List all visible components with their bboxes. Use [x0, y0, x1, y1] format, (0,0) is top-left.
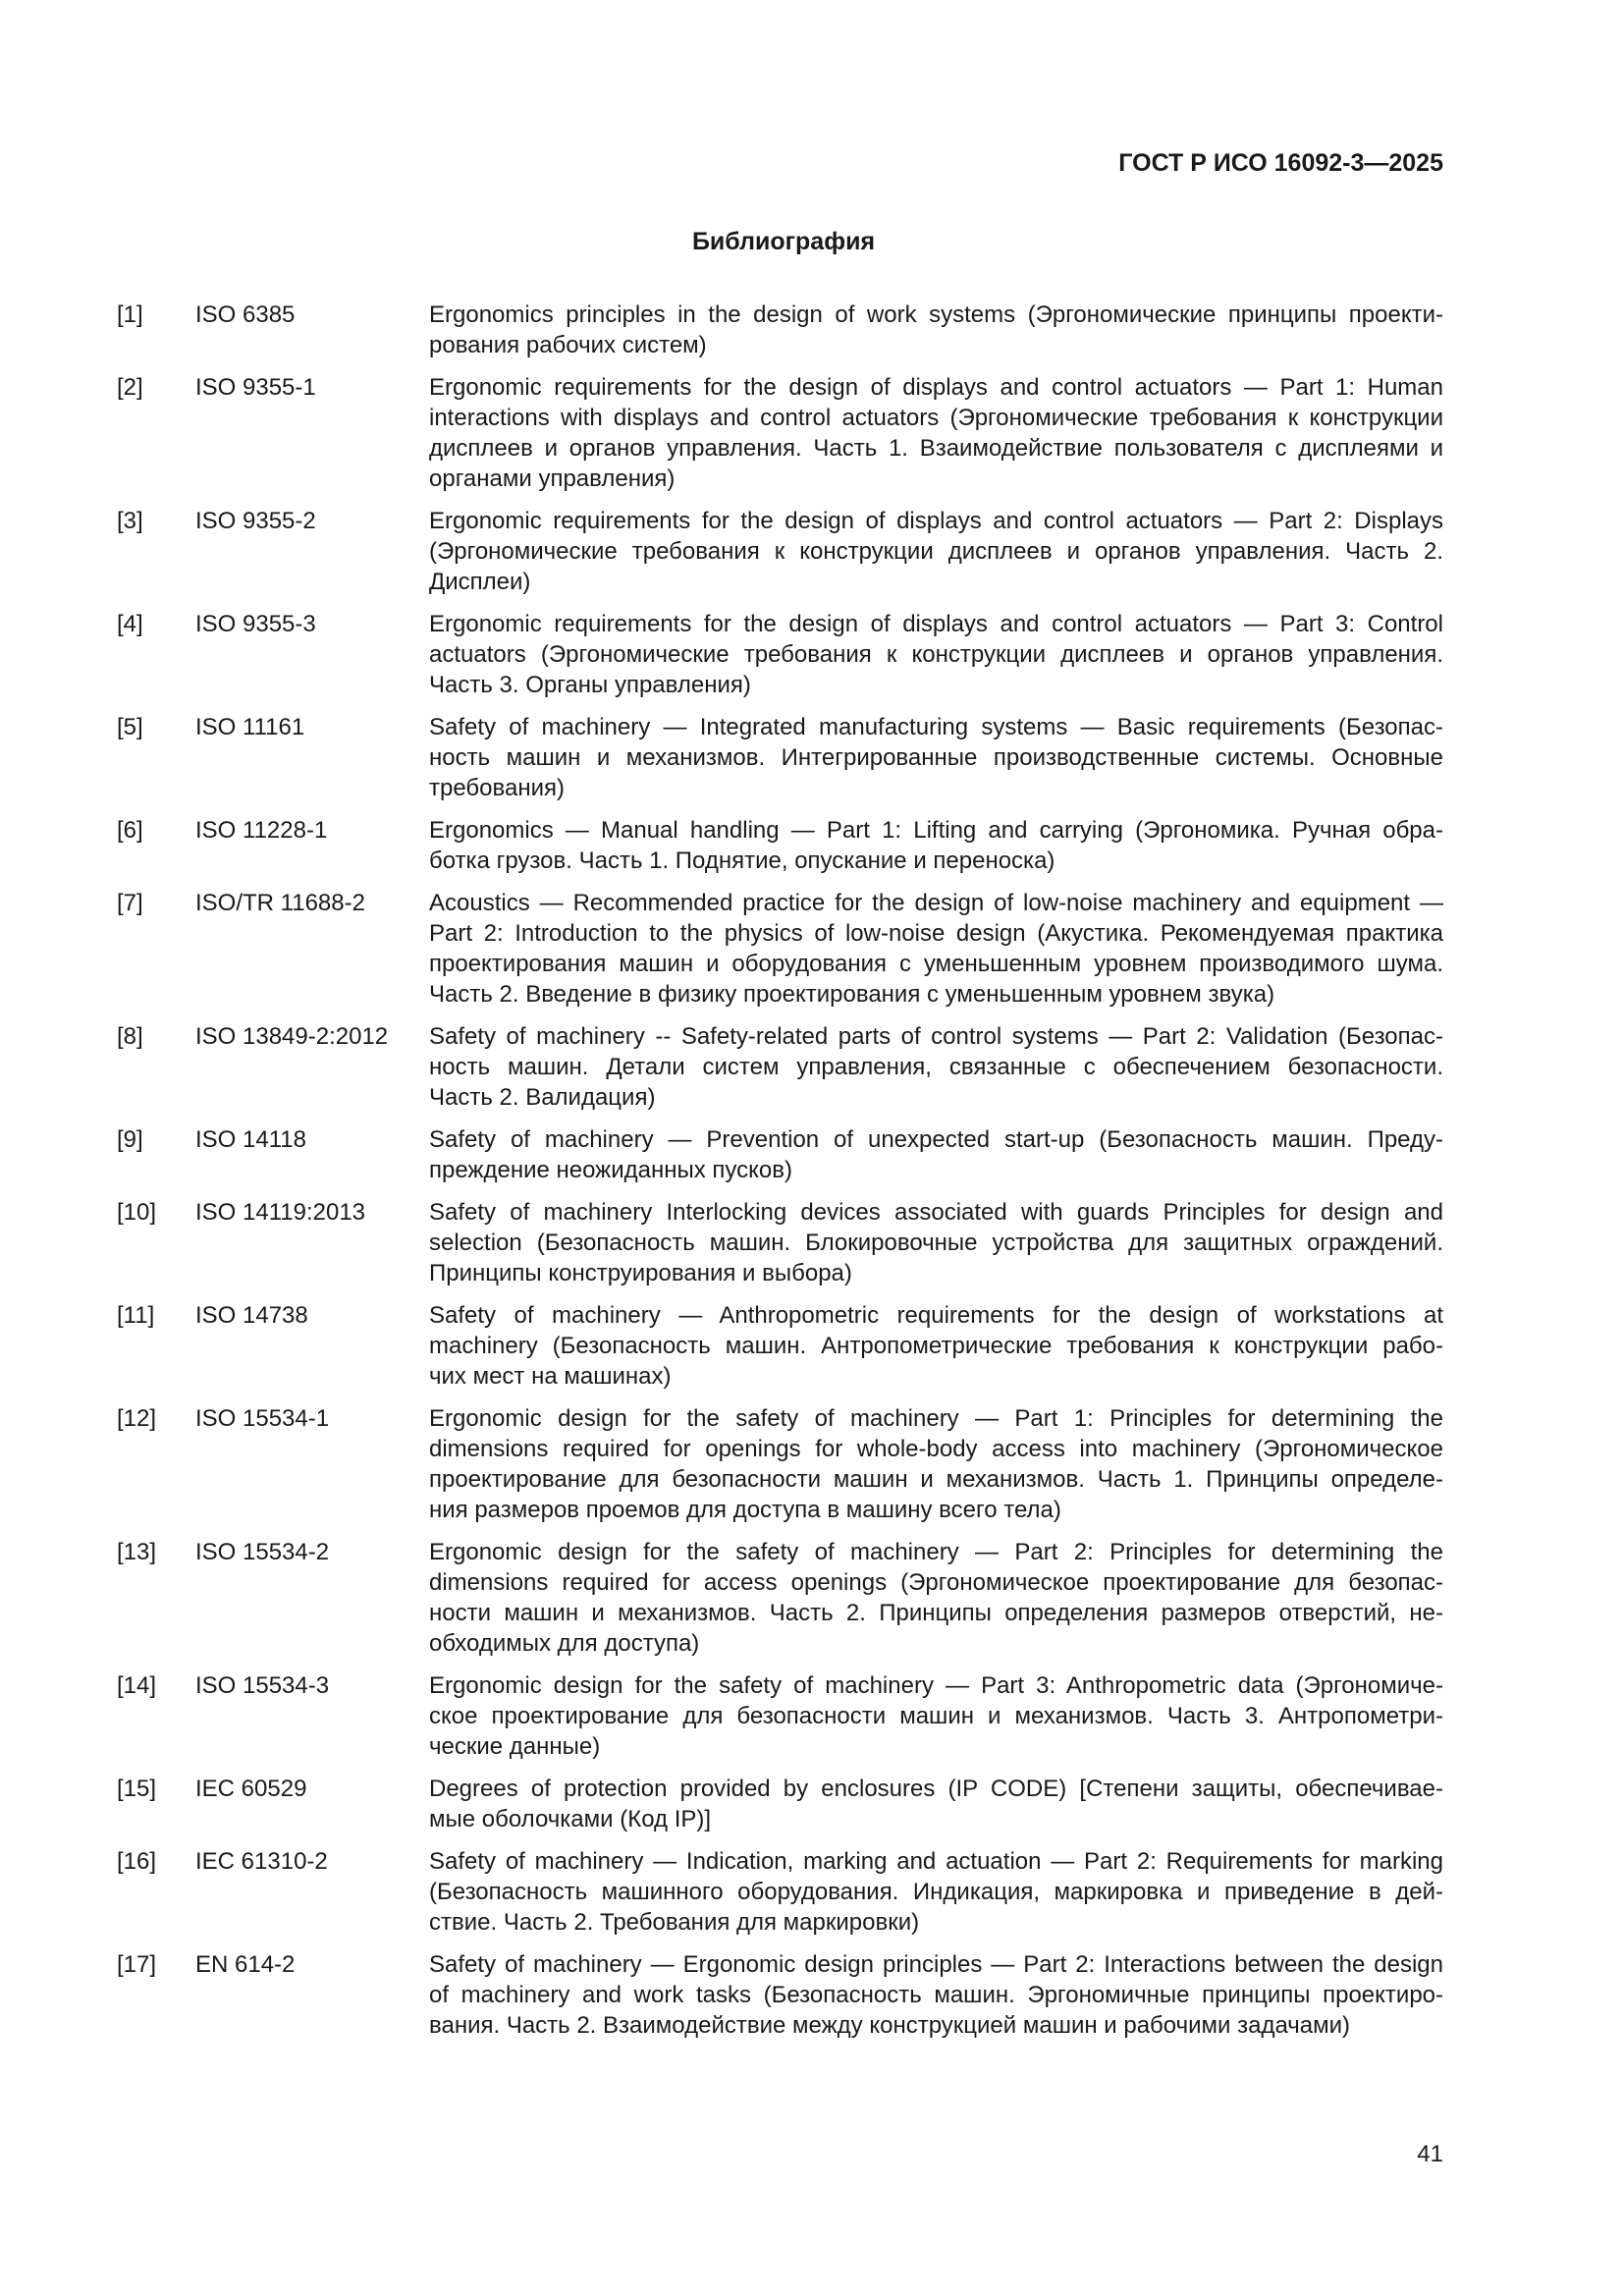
bibliography-entry	[117, 1949, 1443, 2041]
bibliography-entry	[117, 372, 1443, 494]
entry-title-line: Safety of machinery — Indication, marking and actuation — Part 2: Requirements for marking	[429, 1848, 1443, 1875]
standard-code: ISO 9355-1	[195, 374, 316, 401]
entry-title-line: Ergonomic requirements for the design of displays and control actuators — Part 1: Human	[429, 374, 1443, 401]
entry-title-line: Часть 2. Валидация)	[429, 1084, 656, 1111]
bibliography-entry	[117, 1403, 1443, 1525]
entry-number: [10]	[117, 1199, 157, 1226]
entry-title-line: Принципы конструирования и выбора)	[429, 1260, 852, 1286]
standard-code: ISO 14118	[195, 1126, 306, 1153]
entry-title-line: Ergonomic requirements for the design of displays and control actuators — Part 3: Control	[429, 611, 1443, 637]
bibliography-list	[117, 300, 1443, 2052]
entry-title-line: вания. Часть 2. Взаимодействие между конструкцией машин и рабочими задачами)	[429, 2012, 1351, 2039]
standard-code: ISO 15534-2	[195, 1539, 330, 1565]
entry-title-line: Ergonomic requirements for the design of displays and control actuators — Part 2: Displays	[429, 508, 1443, 534]
entry-title-line: dimensions required for access openings (Эргономическое проектирование для безопас-	[429, 1569, 1443, 1596]
entry-title-line: ботка грузов. Часть 1. Поднятие, опускание и переноска)	[429, 847, 1055, 874]
bibliography-entry	[117, 888, 1443, 1010]
standard-code: ISO/TR 11688-2	[195, 890, 365, 916]
entry-title-line: Ergonomics — Manual handling — Part 1: Lifting and carrying (Эргономика. Ручная обра-	[429, 817, 1443, 844]
bibliography-entry	[117, 1197, 1443, 1288]
standard-code: ISO 6385	[195, 301, 296, 328]
entry-title-line: machinery (Безопасность машин. Антропометрические требования к конструкции рабо-	[429, 1333, 1443, 1359]
entry-title	[429, 888, 1443, 1010]
entry-number: [5]	[117, 714, 143, 740]
section-title: Библиография	[691, 228, 876, 255]
entry-title-line: Safety of machinery — Anthropometric requirements for the design of workstations at	[429, 1302, 1443, 1329]
standard-code: EN 614-2	[195, 1951, 296, 1978]
entry-title-line: Часть 3. Органы управления)	[429, 672, 751, 698]
standard-code: ISO 14119:2013	[195, 1199, 366, 1226]
entry-title-line: требования)	[429, 775, 565, 801]
entry-title-line: чих мест на машинах)	[429, 1363, 672, 1390]
standard-code: ISO 15534-1	[195, 1405, 330, 1432]
entry-title-line: ность машин и механизмов. Интегрированные производственные системы. Основные	[429, 744, 1443, 771]
entry-title	[429, 300, 1443, 360]
entry-title	[429, 815, 1443, 876]
bibliography-entry	[117, 1124, 1443, 1185]
bibliography-entry	[117, 1537, 1443, 1659]
standard-code: ISO 9355-2	[195, 508, 316, 534]
entry-number: [3]	[117, 508, 143, 534]
entry-title	[429, 1949, 1443, 2041]
entry-number: [7]	[117, 890, 143, 916]
entry-title-line: органами управления)	[429, 465, 676, 492]
entry-title	[429, 1197, 1443, 1288]
entry-title-line: обходимых для доступа)	[429, 1630, 700, 1657]
bibliography-entry	[117, 712, 1443, 803]
entry-title-line: Safety of machinery — Integrated manufacturing systems — Basic requirements (Безопас-	[429, 714, 1443, 740]
standard-code: ISO 11228-1	[195, 817, 328, 844]
entry-title-line: Ergonomic design for the safety of machinery — Part 1: Principles for determining the	[429, 1405, 1443, 1432]
entry-title	[429, 712, 1443, 803]
entry-title-line: Ergonomic design for the safety of machinery — Part 3: Anthropometric data (Эргономиче-	[429, 1672, 1443, 1699]
entry-title-line: ность машин. Детали систем управления, связанные с обеспечением безопасности.	[429, 1054, 1443, 1080]
entry-title-line: рования рабочих систем)	[429, 332, 707, 358]
entry-number: [17]	[117, 1951, 157, 1978]
entry-number: [14]	[117, 1672, 157, 1699]
entry-number: [4]	[117, 611, 143, 637]
entry-number: [9]	[117, 1126, 143, 1153]
entry-title-line: Часть 2. Введение в физику проектирования с уменьшенным уровнем звука)	[429, 981, 1275, 1008]
bibliography-entry	[117, 815, 1443, 876]
standard-code: ISO 9355-3	[195, 611, 316, 637]
entry-title-line: Safety of machinery — Prevention of unexpected start-up (Безопасность машин. Преду-	[429, 1126, 1443, 1153]
bibliography-entry	[117, 1670, 1443, 1762]
standard-code: ISO 14738	[195, 1302, 308, 1329]
entry-number: [12]	[117, 1405, 157, 1432]
entry-number: [2]	[117, 374, 143, 401]
entry-title-line: Ergonomics principles in the design of work systems (Эргономические принципы проекти-	[429, 301, 1443, 328]
standard-code: ISO 13849-2:2012	[195, 1023, 389, 1050]
entry-title	[429, 506, 1443, 597]
standard-code: IEC 60529	[195, 1776, 307, 1802]
entry-number: [16]	[117, 1848, 157, 1875]
entry-title-line: (Эргономические требования к конструкции дисплеев и органов управления. Часть 2.	[429, 538, 1443, 565]
entry-title-line: Part 2: Introduction to the physics of low-noise design (Акустика. Рекомендуемая практика	[429, 920, 1443, 947]
page-number: 41	[1417, 2141, 1443, 2167]
document-header: ГОСТ Р ИСО 16092-3—2025	[1118, 149, 1443, 177]
bibliography-entry	[117, 506, 1443, 597]
entry-title-line: Дисплеи)	[429, 569, 531, 595]
entry-title-line: actuators (Эргономические требования к конструкции дисплеев и органов управления.	[429, 641, 1443, 668]
entry-number: [6]	[117, 817, 143, 844]
entry-title-line: (Безопасность машинного оборудования. Индикация, маркировка и приведение в дей-	[429, 1879, 1443, 1905]
entry-title-line: проектирование для безопасности машин и механизмов. Часть 1. Принципы определе-	[429, 1466, 1443, 1493]
entry-title	[429, 372, 1443, 494]
entry-title-line: Ergonomic design for the safety of machinery — Part 2: Principles for determining the	[429, 1539, 1443, 1565]
bibliography-entry	[117, 1846, 1443, 1938]
entry-title-line: of machinery and work tasks (Безопасность машин. Эргономичные принципы проектиро-	[429, 1982, 1443, 2008]
entry-title-line: dimensions required for openings for whole-body access into machinery (Эргономическое	[429, 1436, 1443, 1462]
entry-title-line: преждение неожиданных пусков)	[429, 1157, 793, 1183]
entry-title	[429, 1021, 1443, 1113]
entry-title-line: Acoustics — Recommended practice for the design of low-noise machinery and equipment —	[429, 890, 1443, 916]
bibliography-entry	[117, 609, 1443, 700]
entry-title-line: selection (Безопасность машин. Блокировочные устройства для защитных ограждений.	[429, 1230, 1443, 1256]
entry-number: [15]	[117, 1776, 157, 1802]
entry-number: [13]	[117, 1539, 157, 1565]
bibliography-entry	[117, 1300, 1443, 1392]
entry-title-line: Safety of machinery — Ergonomic design principles — Part 2: Interactions between the design	[429, 1951, 1443, 1978]
bibliography-entry	[117, 300, 1443, 360]
entry-title-line: Safety of machinery Interlocking devices associated with guards Principles for design and	[429, 1199, 1443, 1226]
entry-title	[429, 1846, 1443, 1938]
standard-code: ISO 11161	[195, 714, 305, 740]
entry-title-line: ния размеров проемов для доступа в машину всего тела)	[429, 1497, 1061, 1523]
entry-title-line: interactions with displays and control actuators (Эргономические требования к конструкции	[429, 405, 1443, 431]
bibliography-entry	[117, 1774, 1443, 1834]
entry-title-line: мые оболочками (Код IP)]	[429, 1806, 712, 1832]
entry-number: [8]	[117, 1023, 143, 1050]
standard-code: IEC 61310-2	[195, 1848, 328, 1875]
entry-title	[429, 1300, 1443, 1392]
entry-title-line: Degrees of protection provided by enclosures (IP CODE) [Степени защиты, обеспечивае-	[429, 1776, 1443, 1802]
entry-title	[429, 1537, 1443, 1659]
entry-title	[429, 1670, 1443, 1762]
entry-number: [11]	[117, 1302, 155, 1329]
entry-title-line: дисплеев и органов управления. Часть 1. Взаимодействие пользователя с дисплеями и	[429, 435, 1443, 462]
bibliography-entry	[117, 1021, 1443, 1113]
entry-title	[429, 1403, 1443, 1525]
entry-title	[429, 609, 1443, 700]
entry-title-line: ческие данные)	[429, 1733, 601, 1760]
standard-code: ISO 15534-3	[195, 1672, 330, 1699]
entry-title	[429, 1774, 1443, 1834]
entry-number: [1]	[117, 301, 143, 328]
entry-title-line: ности машин и механизмов. Часть 2. Принципы определения размеров отверстий, не-	[429, 1600, 1443, 1626]
entry-title	[429, 1124, 1443, 1185]
entry-title-line: проектирования машин и оборудования с уменьшенным уровнем производимого шума.	[429, 951, 1443, 977]
entry-title-line: ское проектирование для безопасности машин и механизмов. Часть 3. Антропометри-	[429, 1703, 1443, 1729]
entry-title-line: Safety of machinery -- Safety-related parts of control systems — Part 2: Validation (Безопас-	[429, 1023, 1443, 1050]
entry-title-line: ствие. Часть 2. Требования для маркировки)	[429, 1909, 920, 1936]
